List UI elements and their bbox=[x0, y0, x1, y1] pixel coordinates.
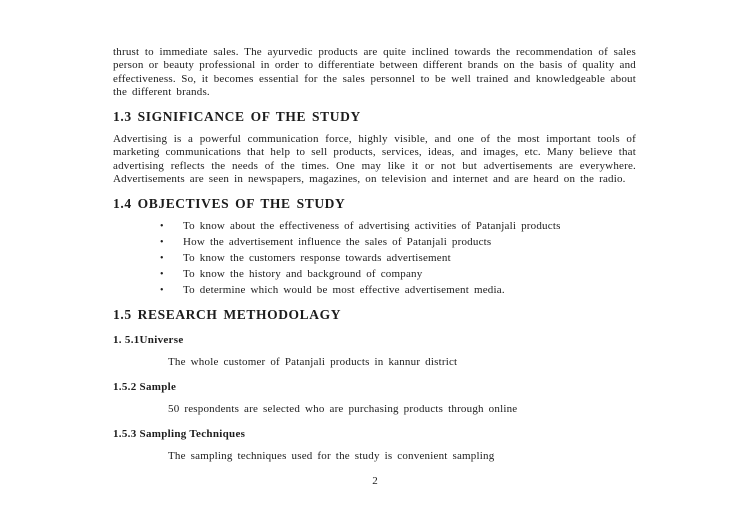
list-item bbox=[160, 251, 636, 265]
bullet-icon: • bbox=[160, 221, 164, 233]
section-heading-objectives: 1.4 OBJECTIVES OF THE STUDY bbox=[113, 196, 346, 212]
subsection-heading-universe: 1. 5.1Universe bbox=[113, 333, 184, 346]
sampling-techniques-paragraph: The sampling techniques used for the study is convenient sampling bbox=[168, 450, 495, 463]
objectives-list bbox=[113, 220, 636, 296]
objective-text: To know the history and background of company bbox=[183, 267, 423, 280]
bullet-icon: • bbox=[160, 252, 164, 264]
document-content bbox=[113, 46, 636, 464]
objective-text: To know the customers response towards advertisement bbox=[183, 251, 451, 264]
bullet-icon: • bbox=[160, 237, 164, 249]
objective-text: To determine which would be most effective advertisement media. bbox=[183, 283, 505, 296]
bullet-icon: • bbox=[160, 284, 164, 296]
section-heading-methodology: 1.5 RESEARCH METHODOLAGY bbox=[113, 306, 342, 322]
objective-text: How the advertisement influence the sales of Patanjali products bbox=[183, 236, 492, 249]
intro-paragraph: thrust to immediate sales. The ayurvedic products are quite inclined towards the recommendation of sales person or beauty professional in order to differentiate between different brands on the basis of quality and effectiveness. So, it becomes essential for the sales personnel to be well trained and knowledgeable about the different brands. bbox=[113, 46, 636, 98]
universe-paragraph: The whole customer of Patanjali products in kannur district bbox=[168, 355, 458, 368]
list-item bbox=[160, 283, 636, 297]
sample-paragraph: 50 respondents are selected who are purchasing products through online bbox=[168, 403, 518, 416]
subsection-heading-sample: 1.5.2 Sample bbox=[113, 381, 177, 394]
bullet-icon: • bbox=[160, 268, 164, 280]
list-item bbox=[160, 236, 636, 249]
subsection-heading-sampling-techniques: 1.5.3 Sampling Techniques bbox=[113, 428, 246, 441]
list-item bbox=[160, 220, 636, 233]
page-number: 2 bbox=[372, 475, 378, 487]
objective-text: To know about the effectiveness of advertising activities of Patanjali products bbox=[183, 220, 561, 233]
significance-paragraph: Advertising is a powerful communication force, highly visible, and one of the most important tools of marketing communications that help to sell products, services, ideas, and images, etc. Many believe that advertising reflects the needs of the times. One may like it or not but advertisements are everywhere. Advertisements are seen in newspapers, magazines, on television and internet and are heard on the radio. bbox=[113, 133, 636, 186]
list-item bbox=[160, 267, 636, 281]
section-heading-significance: 1.3 SIGNIFICANCE OF THE STUDY bbox=[113, 109, 361, 125]
